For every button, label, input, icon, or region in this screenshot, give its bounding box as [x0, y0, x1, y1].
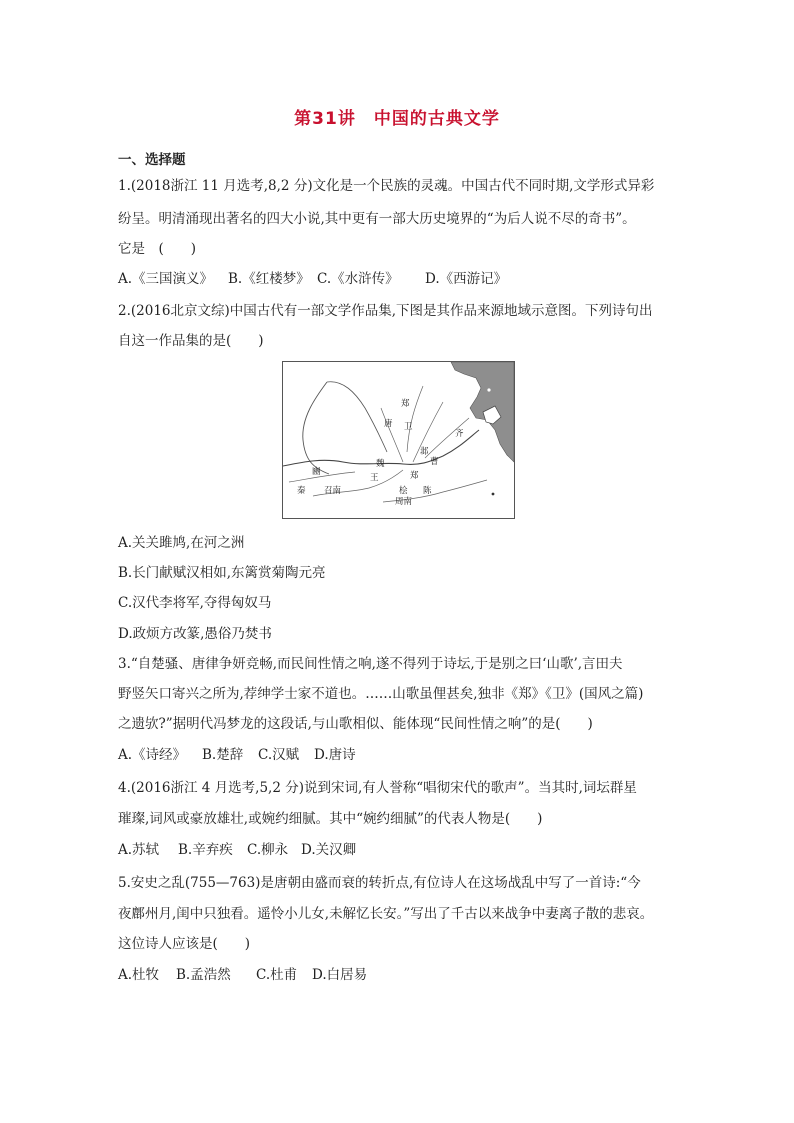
map-label-shaonan: 召南	[324, 486, 342, 496]
map-label-wei: 卫	[404, 422, 413, 432]
q5-line-3: 这位诗人应该是( )	[118, 936, 251, 952]
island-mark	[492, 493, 495, 496]
q5-option-b[interactable]: B.孟浩然	[176, 967, 231, 983]
map-label-bin: 豳	[312, 467, 321, 477]
sea-region	[451, 362, 514, 462]
q3-option-a[interactable]: A.《诗经》	[118, 747, 187, 763]
q1-line-1: 1.(2018浙江 11 月选考,8,2 分)文化是一个民族的灵魂。中国古代不同时期,文学形式异彩	[118, 178, 655, 194]
q4-option-a[interactable]: A.苏轼	[118, 842, 160, 858]
q2-line-1: 2.(2016北京文综)中国古代有一部文学作品集,下图是其作品来源地域示意图。下列诗句出	[118, 303, 653, 319]
q5-option-c[interactable]: C.杜甫	[256, 967, 298, 983]
q3-line-1: 3.“自楚骚、唐律争妍竞畅,而民间性情之响,遂不得列于诗坛,于是别之曰‘山歌’,言田夫	[118, 656, 623, 672]
q2-line-2: 自这一作品集的是( )	[118, 333, 264, 349]
q3-line-3: 之遗欤?”据明代冯梦龙的这段话,与山歌相似、能体现“民间性情之响”的是( )	[118, 716, 593, 732]
q2-option-d[interactable]: D.政烦方改篆,愚俗乃焚书	[118, 626, 272, 642]
river-trib-1	[381, 408, 403, 462]
river-trib-5	[289, 472, 355, 482]
page-title: 第31讲 中国的古典文学	[294, 109, 500, 129]
river-trib-2	[407, 386, 423, 452]
q4-line-2: 璀璨,词风或豪放雄壮,或婉约细腻。其中“婉约细腻”的代表人物是( )	[118, 811, 543, 827]
map-label-wang: 王	[370, 473, 379, 483]
map-label-cao: 曹	[430, 457, 439, 467]
q1-option-c[interactable]: C.《水浒传》	[317, 271, 399, 287]
map-label-zheng-top: 郑	[401, 399, 410, 409]
map-label-wei2: 魏	[376, 459, 385, 469]
q4-option-c[interactable]: C.柳永	[247, 842, 289, 858]
q2-option-a[interactable]: A.关关雎鸠,在河之洲	[118, 535, 245, 551]
q1-line-2: 纷呈。明清涌现出著名的四大小说,其中更有一部大历史境界的“为后人说不尽的奇书”。	[118, 211, 636, 227]
region-map	[282, 361, 515, 519]
map-label-bei: 邶	[420, 447, 429, 457]
region-map-svg	[283, 362, 514, 518]
q4-line-1: 4.(2016浙江 4 月选考,5,2 分)说到宋词,有人誉称“唱彻宋代的歌声”。当其时,词坛群星	[118, 780, 637, 796]
q4-option-d[interactable]: D.关汉卿	[301, 842, 357, 858]
q3-option-c[interactable]: C.汉赋	[258, 747, 300, 763]
q1-option-d[interactable]: D.《西游记》	[425, 271, 508, 287]
section-heading: 一、选择题	[118, 152, 186, 168]
q5-line-2: 夜鄜州月,闺中只独看。遥怜小儿女,未解忆长安。”写出了千古以来战争中妻离子散的悲哀。	[118, 906, 654, 922]
q5-option-d[interactable]: D.白居易	[312, 967, 368, 983]
q3-line-2: 野竖矢口寄兴之所为,荐绅学士家不道也。……山歌虽俚甚矣,独非《郑》《卫》(国风之篇)	[118, 686, 644, 702]
map-label-qi: 齐	[455, 429, 464, 439]
q1-option-a[interactable]: A.《三国演义》	[118, 271, 214, 287]
q3-option-b[interactable]: B.楚辞	[202, 747, 244, 763]
q1-option-b[interactable]: B.《红楼梦》	[228, 271, 310, 287]
q2-option-c[interactable]: C.汉代李将军,夺得匈奴马	[118, 595, 272, 611]
island-mark	[487, 388, 490, 391]
river-north-east	[327, 382, 387, 452]
q4-option-b[interactable]: B.辛弃疾	[178, 842, 233, 858]
q3-option-d[interactable]: D.唐诗	[314, 747, 356, 763]
q5-line-1: 5.安史之乱(755—763)是唐朝由盛而衰的转折点,有位诗人在这场战乱中写了一首诗:“今	[118, 875, 641, 891]
map-label-zheng2: 郑	[410, 471, 419, 481]
q2-option-b[interactable]: B.长门献赋汉相如,东篱赏菊陶元亮	[118, 565, 326, 581]
map-label-chen: 陈	[423, 486, 432, 496]
map-label-kuai: 桧	[399, 486, 408, 496]
q1-line-3: 它是 ( )	[118, 241, 197, 257]
q5-option-a[interactable]: A.杜牧	[118, 967, 160, 983]
map-label-tang: 唐	[384, 419, 393, 429]
map-label-zhounan: 周南	[395, 497, 413, 507]
map-label-qin: 秦	[297, 486, 306, 496]
